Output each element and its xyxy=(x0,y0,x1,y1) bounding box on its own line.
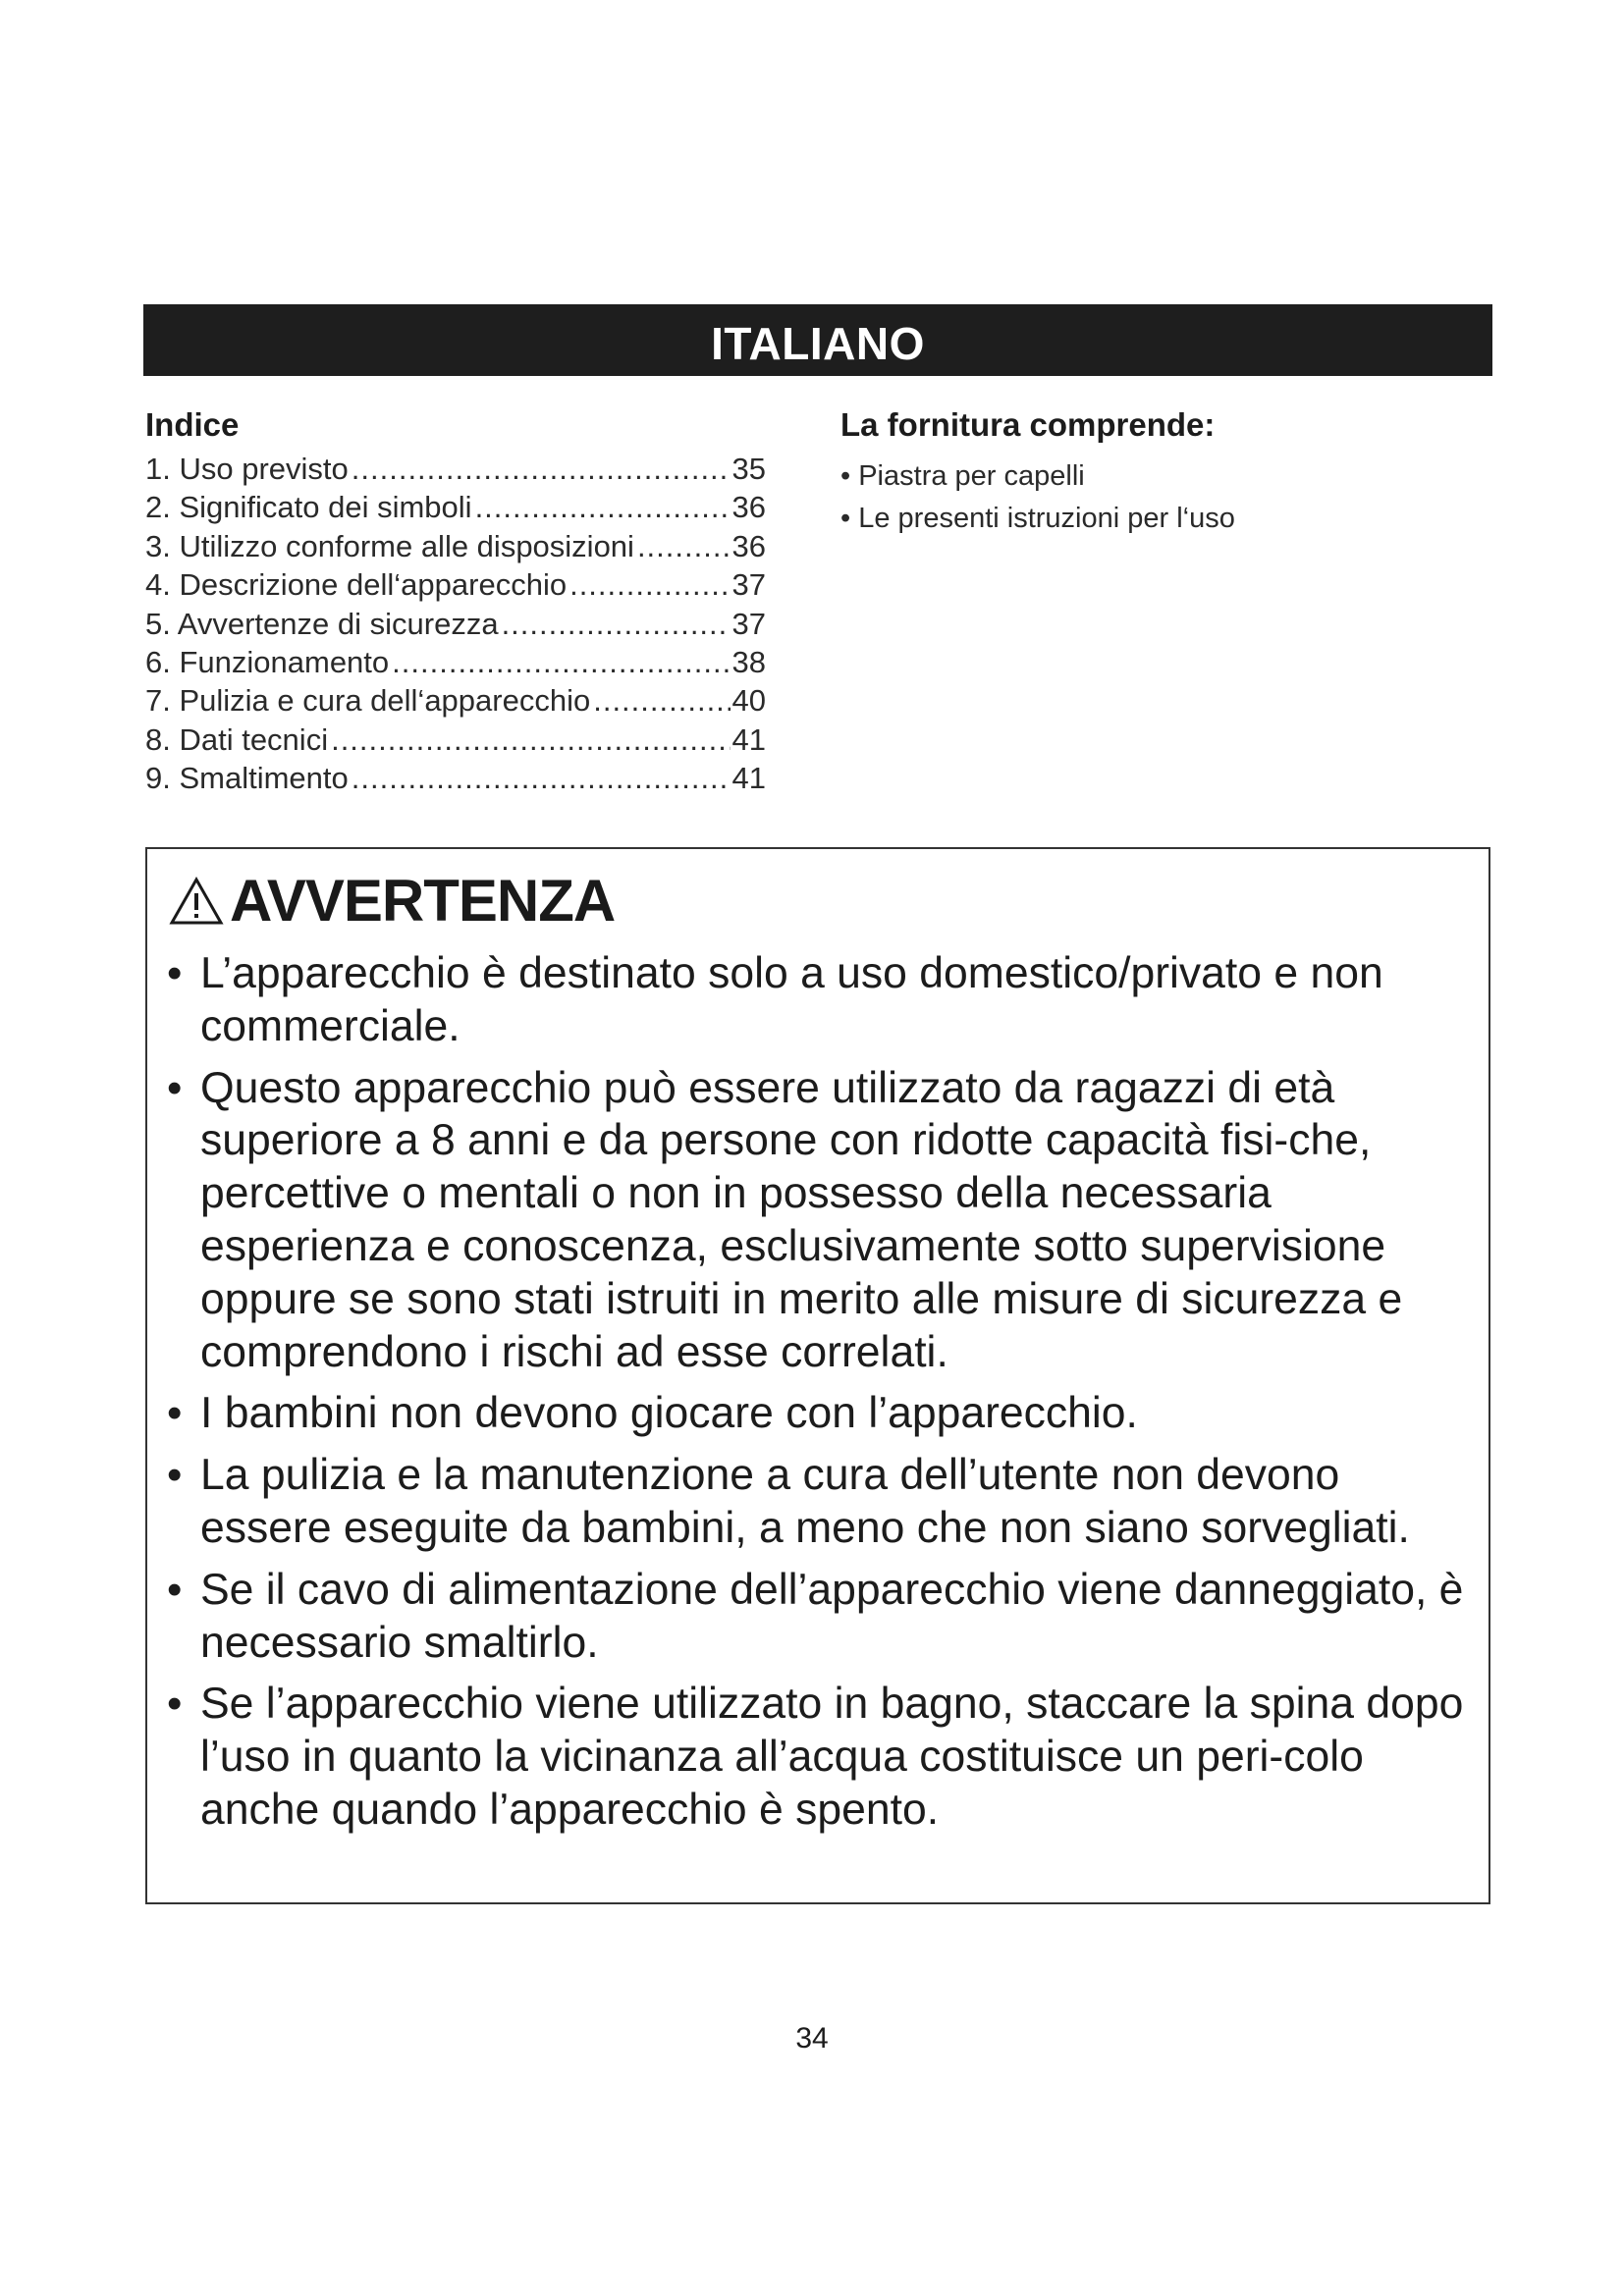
language-title: ITALIANO xyxy=(711,318,925,369)
toc-item-label: 3. Utilizzo conforme alle disposizioni xyxy=(145,528,634,563)
toc-item-page: 40 xyxy=(731,683,766,719)
warning-text: L’apparecchio è destinato solo a uso domestico/privato e non commerciale. xyxy=(200,949,1383,1050)
page-number: 34 xyxy=(795,2022,829,2055)
supply-item: • Le presenti istruzioni per l‘uso xyxy=(840,498,1489,540)
toc-item-page: 38 xyxy=(731,645,766,680)
toc-item-label: 8. Dati tecnici xyxy=(145,721,329,757)
toc-item xyxy=(145,643,766,681)
warning-text: Questo apparecchio può essere utilizzato da ragazzi di età superiore a 8 anni e da persone con ridotte capacità fisi-che, percettive o mentali o non in possesso della necessaria esperienza e conoscenza, esclusivamente sotto supervisione oppure se sono stati istruiti in merito alle misure di sicurezza e comprendono i rischi ad esse correlati. xyxy=(200,1063,1403,1376)
toc-item-page: 41 xyxy=(731,761,766,796)
warning-title: AVVERTENZA xyxy=(230,868,616,934)
toc-item-label: 9. Smaltimento xyxy=(145,761,349,796)
warning-heading xyxy=(169,867,615,934)
toc-item-page: 41 xyxy=(731,721,766,757)
toc-heading: Indice xyxy=(145,406,240,443)
toc-item-label: 2. Significato dei simboli xyxy=(145,490,472,525)
toc-item-page: 36 xyxy=(731,490,766,525)
bullet-icon: • xyxy=(167,1680,183,1729)
warning-text: Se il cavo di alimentazione dell’apparecchio viene danneggiato, è necessario smaltirlo. xyxy=(200,1565,1464,1667)
toc-leader xyxy=(593,681,730,720)
bullet-icon: • xyxy=(167,1389,183,1438)
warning-item xyxy=(167,1564,1473,1670)
toc-item xyxy=(145,527,766,565)
bullet-icon: • xyxy=(167,1451,183,1500)
toc-item xyxy=(145,721,766,759)
table-of-contents xyxy=(145,400,766,798)
toc-leader xyxy=(331,721,730,759)
supply-item: • Piastra per capelli xyxy=(840,455,1489,498)
supply-list xyxy=(840,455,1489,540)
toc-leader xyxy=(637,527,731,565)
warning-item xyxy=(167,1678,1473,1836)
warning-item xyxy=(167,947,1473,1053)
bullet-icon: • xyxy=(167,1565,183,1614)
warning-text: Se l’apparecchio viene utilizzato in bagno, staccare la spina dopo l’uso in quanto la vicinanza all’acqua costituisce un peri-colo anche quando l’apparecchio è spento. xyxy=(200,1680,1464,1834)
supply-contents xyxy=(840,400,1489,540)
warning-box xyxy=(145,847,1490,1904)
toc-item-label: 1. Uso previsto xyxy=(145,452,349,486)
bullet-icon: • xyxy=(167,1063,183,1112)
toc-item xyxy=(145,450,766,488)
toc-leader xyxy=(475,488,731,526)
toc-leader xyxy=(352,450,731,488)
language-banner xyxy=(143,304,1492,376)
toc-item-label: 5. Avvertenze di sicurezza xyxy=(145,606,499,641)
toc-list xyxy=(145,450,766,798)
toc-item xyxy=(145,488,766,526)
warning-text: I bambini non devono giocare con l’apparecchio. xyxy=(200,1389,1138,1438)
toc-item-label: 7. Pulizia e cura dell‘apparecchio xyxy=(145,683,591,719)
toc-item xyxy=(145,681,766,720)
toc-item-page: 36 xyxy=(731,528,766,563)
bullet-icon: • xyxy=(167,949,183,997)
toc-item-page: 35 xyxy=(731,452,766,486)
toc-leader xyxy=(392,643,730,681)
warning-list xyxy=(167,947,1473,1845)
toc-item xyxy=(145,605,766,643)
warning-triangle-icon xyxy=(169,876,224,927)
toc-item-label: 4. Descrizione dell‘apparecchio xyxy=(145,567,568,603)
toc-item xyxy=(145,759,766,797)
toc-leader xyxy=(502,605,731,643)
warning-item xyxy=(167,1387,1473,1440)
toc-item xyxy=(145,565,766,604)
toc-item-page: 37 xyxy=(731,567,766,603)
warning-text: La pulizia e la manutenzione a cura dell’utente non devono essere eseguite da bambini, a meno che non siano sorvegliati. xyxy=(200,1451,1410,1552)
supply-heading: La fornitura comprende: xyxy=(840,406,1216,443)
warning-item xyxy=(167,1449,1473,1555)
toc-leader xyxy=(352,759,731,797)
toc-item-page: 37 xyxy=(731,606,766,641)
toc-leader xyxy=(569,565,730,604)
toc-item-label: 6. Funzionamento xyxy=(145,645,390,680)
warning-item xyxy=(167,1062,1473,1379)
